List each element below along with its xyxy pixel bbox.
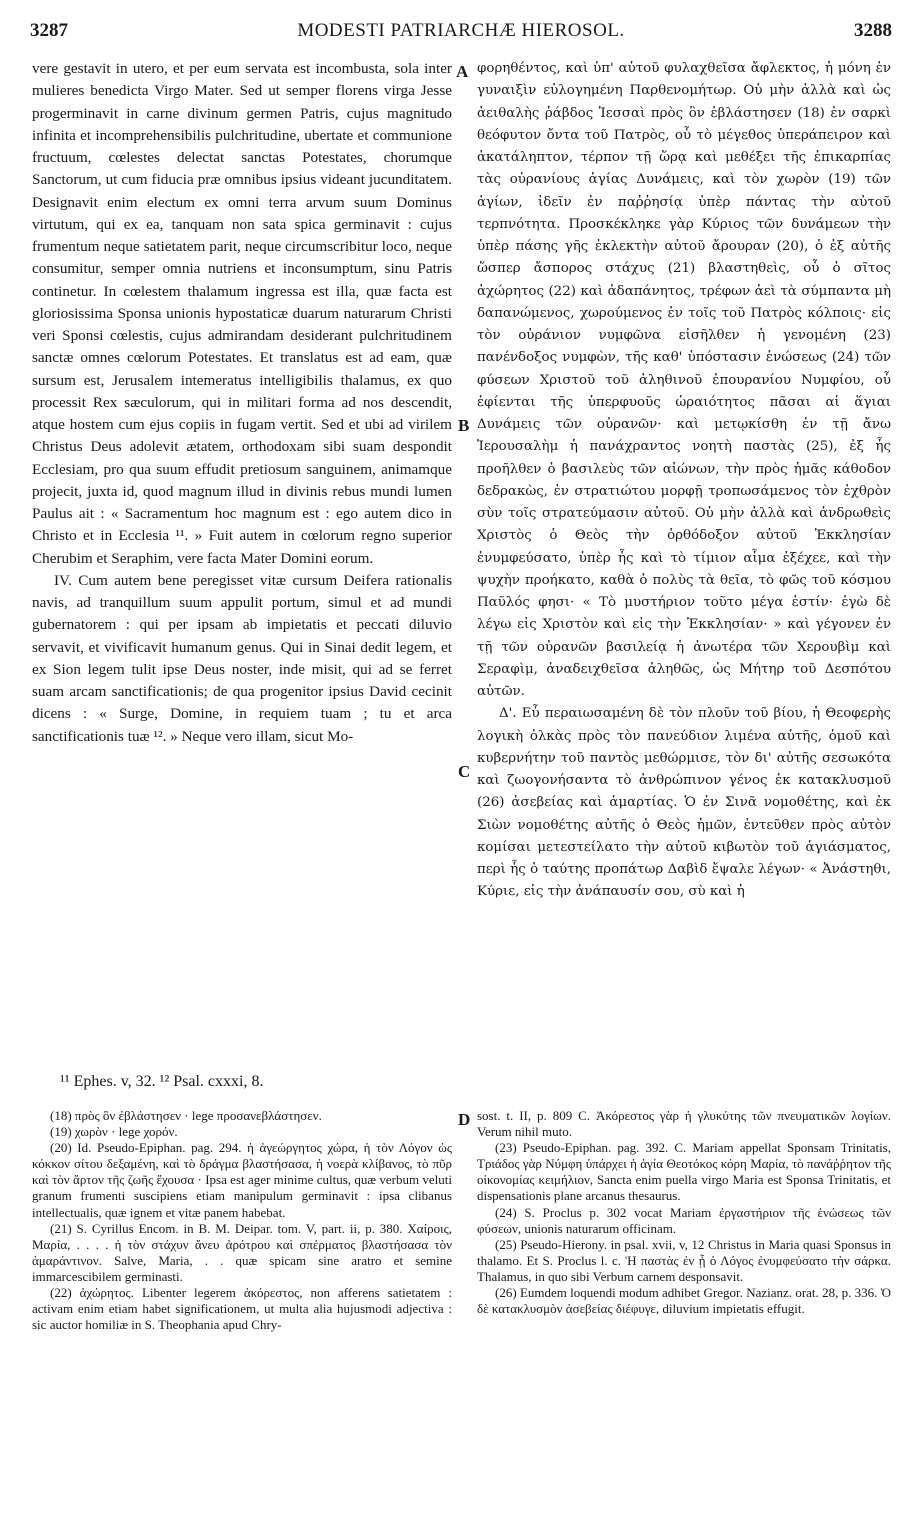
running-title: MODESTI PATRIARCHÆ HIEROSOL. bbox=[297, 20, 625, 41]
margin-marker-d: D bbox=[458, 1110, 471, 1129]
footnote: (22) ἀχώρητος. Libenter legerem ἀκόρεστος, non afferens satietatem : activam enim etiam habet significationem, ut multa alia hujusmodi adjectiva : sic auctor homiliæ in S. Theophania apud Chry- bbox=[32, 1285, 452, 1333]
latin-paragraph-1: vere gestavit in utero, et per eum servata est incombusta, sola inter mulieres benedicta Virgo Mater. Sed ut semper florens virga Jesse progerminavit in carne divinum germen Patris, cujus magnitudo infinita et incomprehensibilis pulchritudine, ubertate et communione fructuum, cœlestes delectat sanctas Potestates, chorumque Sanctorum, ut cum fiducia præ omnibus ipsius videant jucunditatem. Designavit enim electum ex omni terra arvum suum Dominus virtutum, qui ex ea, tanquam non sata spica germinavit : cujus frumentum neque satietatem parit, neque circumscribitur loco, neque consumitur, semper omnia nutriens et inconsumptum, sinu Patris continetur. In cœlestem thalamum ingressa est illa, quæ facta est gloriosissima Sponsa unionis hypostaticæ duarum naturarum Christi veri Sponsi cœlestis, cujus admirandam desiderant pulchritudinem sanctæ omnes cœlorum Potestates. Et translatus est ad eam, quæ sursum est, Jerusalem intemeratus intelligibilis thalamus, ex quo processit Rex sæculorum, qui in militari forma ad nos descendit, atque hostem cum ejus copiis in fugam vertit. Sed et ubi ad virilem Christus Deus adolevit ætatem, orthodoxam sibi suam despondit Ecclesiam, pro qua suum effudit pretiosum sanguinem, animamque projecit, juxta id, quod magnum illud in divinis rebus mundi lumen Paulus ait : « Sacramentum hoc magnum est : ego autem dico in Christo et in Ecclesia ¹¹. » Fuit autem in cœlorum regno superior Cherubim et Seraphim, vere facta Mater Domini eorum. bbox=[32, 60, 452, 567]
margin-marker-b: B bbox=[458, 416, 470, 435]
footnote: (24) S. Proclus p. 302 vocat Mariam ἐργαστήριον τῆς ἑνώσεως τῶν φύσεων, unionis naturarum officinam. bbox=[477, 1204, 891, 1236]
footnote: sost. t. II, p. 809 C. Ἀκόρεστος γὰρ ἡ γλυκύτης τῶν πνευματικῶν λογίων. Verum nihil muto. bbox=[477, 1108, 891, 1140]
footnote: (23) Pseudo-Epiphan. pag. 392. C. Mariam appellat Sponsam Trinitatis, Τριάδος γὰρ Νύμφη ὑπάρχει ἡ ἁγία Θεοτόκος κόρη Μαρία, τὸ πανάῤῥητον τῆς οἰκονομίας κειμήλιον, Sancta enim puella virgo Maria est Sponsa Trinitatis, et dispensationis plane arcanus thesaurus. bbox=[477, 1140, 891, 1204]
scripture-references: ¹¹ Ephes. v, 32. ¹² Psal. cxxxi, 8. bbox=[60, 1073, 264, 1090]
left-page-number: 3287 bbox=[30, 20, 68, 41]
footnote: (26) Eumdem loquendi modum adhibet Gregor. Nazianz. orat. 28, p. 336. Ὁ δὲ κατακλυσμὸν ἀσεβείας διέφυγε, diluvium impietatis effugit. bbox=[477, 1285, 891, 1317]
footnotes-right bbox=[477, 1108, 891, 1317]
greek-column bbox=[477, 58, 891, 904]
page-header bbox=[0, 20, 922, 50]
latin-paragraph-2: IV. Cum autem bene peregisset vitæ cursum Deifera rationalis navis, ad tranquillum suum appulit portum, simul et ad mundi gubernatorem : qui per ipsam ab impietatis et peccati diluvio servavit, et vivificavit humanum genus. Qui in Sinai dedit legem, et ex Sion legem tulit ipse Deus noster, inde misit, qui ad se ferret suam arcam sanctificationis; de qua progenitor ipsius David cecinit dicens : « Surge, Domine, in requiem tuam ; tu et arca sanctificationis tuæ ¹². » Neque vero illam, sicut Mo- bbox=[32, 571, 452, 745]
footnote: (21) S. Cyrillus Encom. in B. M. Deipar. tom. V, part. ii, p. 380. Χαίροις, Μαρία, . . . . ἡ τὸν στάχυν ἄνευ ἀρότρου καὶ σπέρματος βλαστήσασα τὸν ἀμαράντινον. Salve, Maria, . . quæ spicam sine aratro et semine immarcescibilem germinasti. bbox=[32, 1220, 452, 1284]
right-page-number: 3288 bbox=[854, 20, 892, 41]
footnote: (20) Id. Pseudo-Epiphan. pag. 294. ἡ ἀγεώργητος χώρα, ἡ τὸν Λόγον ὡς κόκκον σίτου δεξαμένη, καὶ τὸ δράγμα βλαστήσασα, ἡ νοερὰ κλίβανος, τὸ πῦρ καὶ τὸν ἄρτον τῆς ζωῆς ἔχουσα · Ipsa est ager minime cultus, quæ verbum veluti granum frumenti suscipiens etiam manipulum germinavit : ipsa clibanus intellectualis, quæ ignem et vitæ panem habebat. bbox=[32, 1140, 452, 1220]
margin-marker-a: A bbox=[456, 62, 469, 81]
footnote: (19) χωρὸν · lege χορόν. bbox=[50, 1124, 178, 1140]
footnotes-left bbox=[32, 1108, 452, 1333]
footnote: (25) Pseudo-Hierony. in psal. xvii, v, 12 Christus in Maria quasi Sponsus in thalamo. Et S. Proclus l. c. Ἡ παστὰς ἐν ᾗ ὁ Λόγος ἐνυμφεύσατο τὴν σάρκα. Thalamus, in quo sibi Verbum carnem desponsavit. bbox=[477, 1236, 891, 1284]
margin-marker-c: C bbox=[458, 762, 471, 781]
greek-paragraph-1: φορηθέντος, καὶ ὑπ' αὐτοῦ φυλαχθεῖσα ἄφλεκτος, ἡ μόνη ἐν γυναιξὶν εὐλογημένη Παρθενομήτωρ. Οὐ μὴν ἀλλὰ καὶ ὡς ἀειθαλὴς ῥάβδος Ἰεσσαὶ πρὸς ὃν ἐβλάστησεν (18) ἐν σαρκὶ θεόφυτον ὄντα τοῦ Πατρὸς, οὗ τὸ μέγεθος ὑπεράπειρον καὶ ἀκατάληπτον, τέρπον τῇ ὥρᾳ καὶ μεθέξει τῆς ἐπικαρπίας τὰς οὐρανίους ἁγίας Δυνάμεις, καὶ τὸν χωρὸν (19) τῶν ἁγίων, ἰδεῖν ἐν παῤῥησίᾳ ὑπὲρ πάντας τὴν αὐτοῦ τερπνότητα. Προσκέκληκε γὰρ Κύριος τῶν δυνάμεων τὴν ὑπὲρ πάσης γῆς ἐκλεκτὴν αὐτοῦ ἄρουραν (20), ὁ ἐξ αὐτῆς ὥσπερ ἄσπορος στάχυς (21) βλαστηθεὶς, οὗ ὁ σῖτος ἀχώρητος (22) καὶ ἀδαπάνητος, τρέφων ἀεὶ τὰ σύμπαντα μὴ δαπανώμενος, χωρούμενος ἐν τοῖς τοῦ Πατρὸς κόλποις· εἰς τὸν οὐράνιον νυμφῶνα εἰσῆλθεν ἡ γενομένη (23) πανένδοξος νυμφὼν, τῆς καθ' ὑπόστασιν ἑνώσεως (24) τῶν φύσεων Χριστοῦ τοῦ ἀληθινοῦ ἐπουρανίου Νυμφίου, οὗ ἐφίενται τῆς ὑπερφυοῦς ὡραιότητος πᾶσαι αἱ ἅγιαι Δυνάμεις τῶν οὐρανῶν· καὶ μετῳκίσθη ἐν τῇ ἄνω Ἱερουσαλὴμ ἡ πανάχραντος νοητὴ παστὰς (25), ἐξ ἧς προῆλθεν ὁ βασιλεὺς τῶν αἰώνων, τὴν πρὸς ἡμᾶς κάθοδον δεδρακὼς, ἐν στρατιώτου μορφῇ τροπωσάμενος τὸν ἐχθρὸν σὺν τοῖς στρατεύμασιν αὐτοῦ. Οὐ μὴν ἀλλὰ καὶ ἀνδρωθεὶς Χριστὸς ὁ Θεὸς τὴν ὀρθόδοξον αὐτοῦ Ἐκκλησίαν ἐνυμφεύσατο, ὑπὲρ ἧς καὶ τὸ τίμιον αἷμα ἐξέχεε, καὶ τὴν ψυχὴν προήκατο, καθὰ ὁ πολὺς τὰ θεῖα, τὸ φῶς τοῦ κόσμου Παῦλός φησι· « Τὸ μυστήριον τοῦτο μέγα ἐστίν· ἐγὼ δὲ λέγω εἰς Χριστὸν καὶ εἰς τὴν Ἐκκλησίαν· » καὶ γέγονεν ἐν τῇ τῶν οὐρανῶν βασιλείᾳ ἡ ἀνωτέρα τῶν Χερουβὶμ καὶ Σεραφὶμ, ἀναδειχθεῖσα ἀληθῶς, ὡς Μήτηρ τοῦ Δεσπότου αὐτῶν. bbox=[477, 61, 891, 699]
latin-column bbox=[32, 58, 452, 748]
footnote: (18) πρὸς ὃν ἐβλάστησεν · lege προσανεβλάστησεν. bbox=[50, 1108, 322, 1123]
greek-paragraph-2: Δ'. Εὖ περαιωσαμένη δὲ τὸν πλοῦν τοῦ βίου, ἡ Θεοφερὴς λογικὴ ὁλκὰς πρὸς τὸν πανεύδιον λιμένα αὐτῆς, ὁμοῦ καὶ κυβερνήτην τοῦ παντὸς μεθώρμισε, τὸν δι' αὐτῆς σεσωκότα καὶ ζωογονήσαντα τὸ ἀνθρώπινον γένος ἐκ κατακλυσμοῦ (26) ἀσεβείας καὶ ἁμαρτίας. Ὁ ἐν Σινᾶ νομοθέτης, καὶ ἐκ Σιὼν νομοθέτης αὐτῆς ὁ Θεὸς ἡμῶν, ἐντεῦθεν πρὸς αὐτὸν κομίσαι μετεστείλατο τὴν αὐτοῦ κιβωτὸν τοῦ ἁγιάσματος, περὶ ἧς ὁ ταύτης προπάτωρ Δαβὶδ ἔψαλε λέγων· « Ἀνάστηθι, Κύριε, εἰς τὴν ἀνάπαυσίν σου, σὺ καὶ ἡ bbox=[477, 706, 891, 900]
